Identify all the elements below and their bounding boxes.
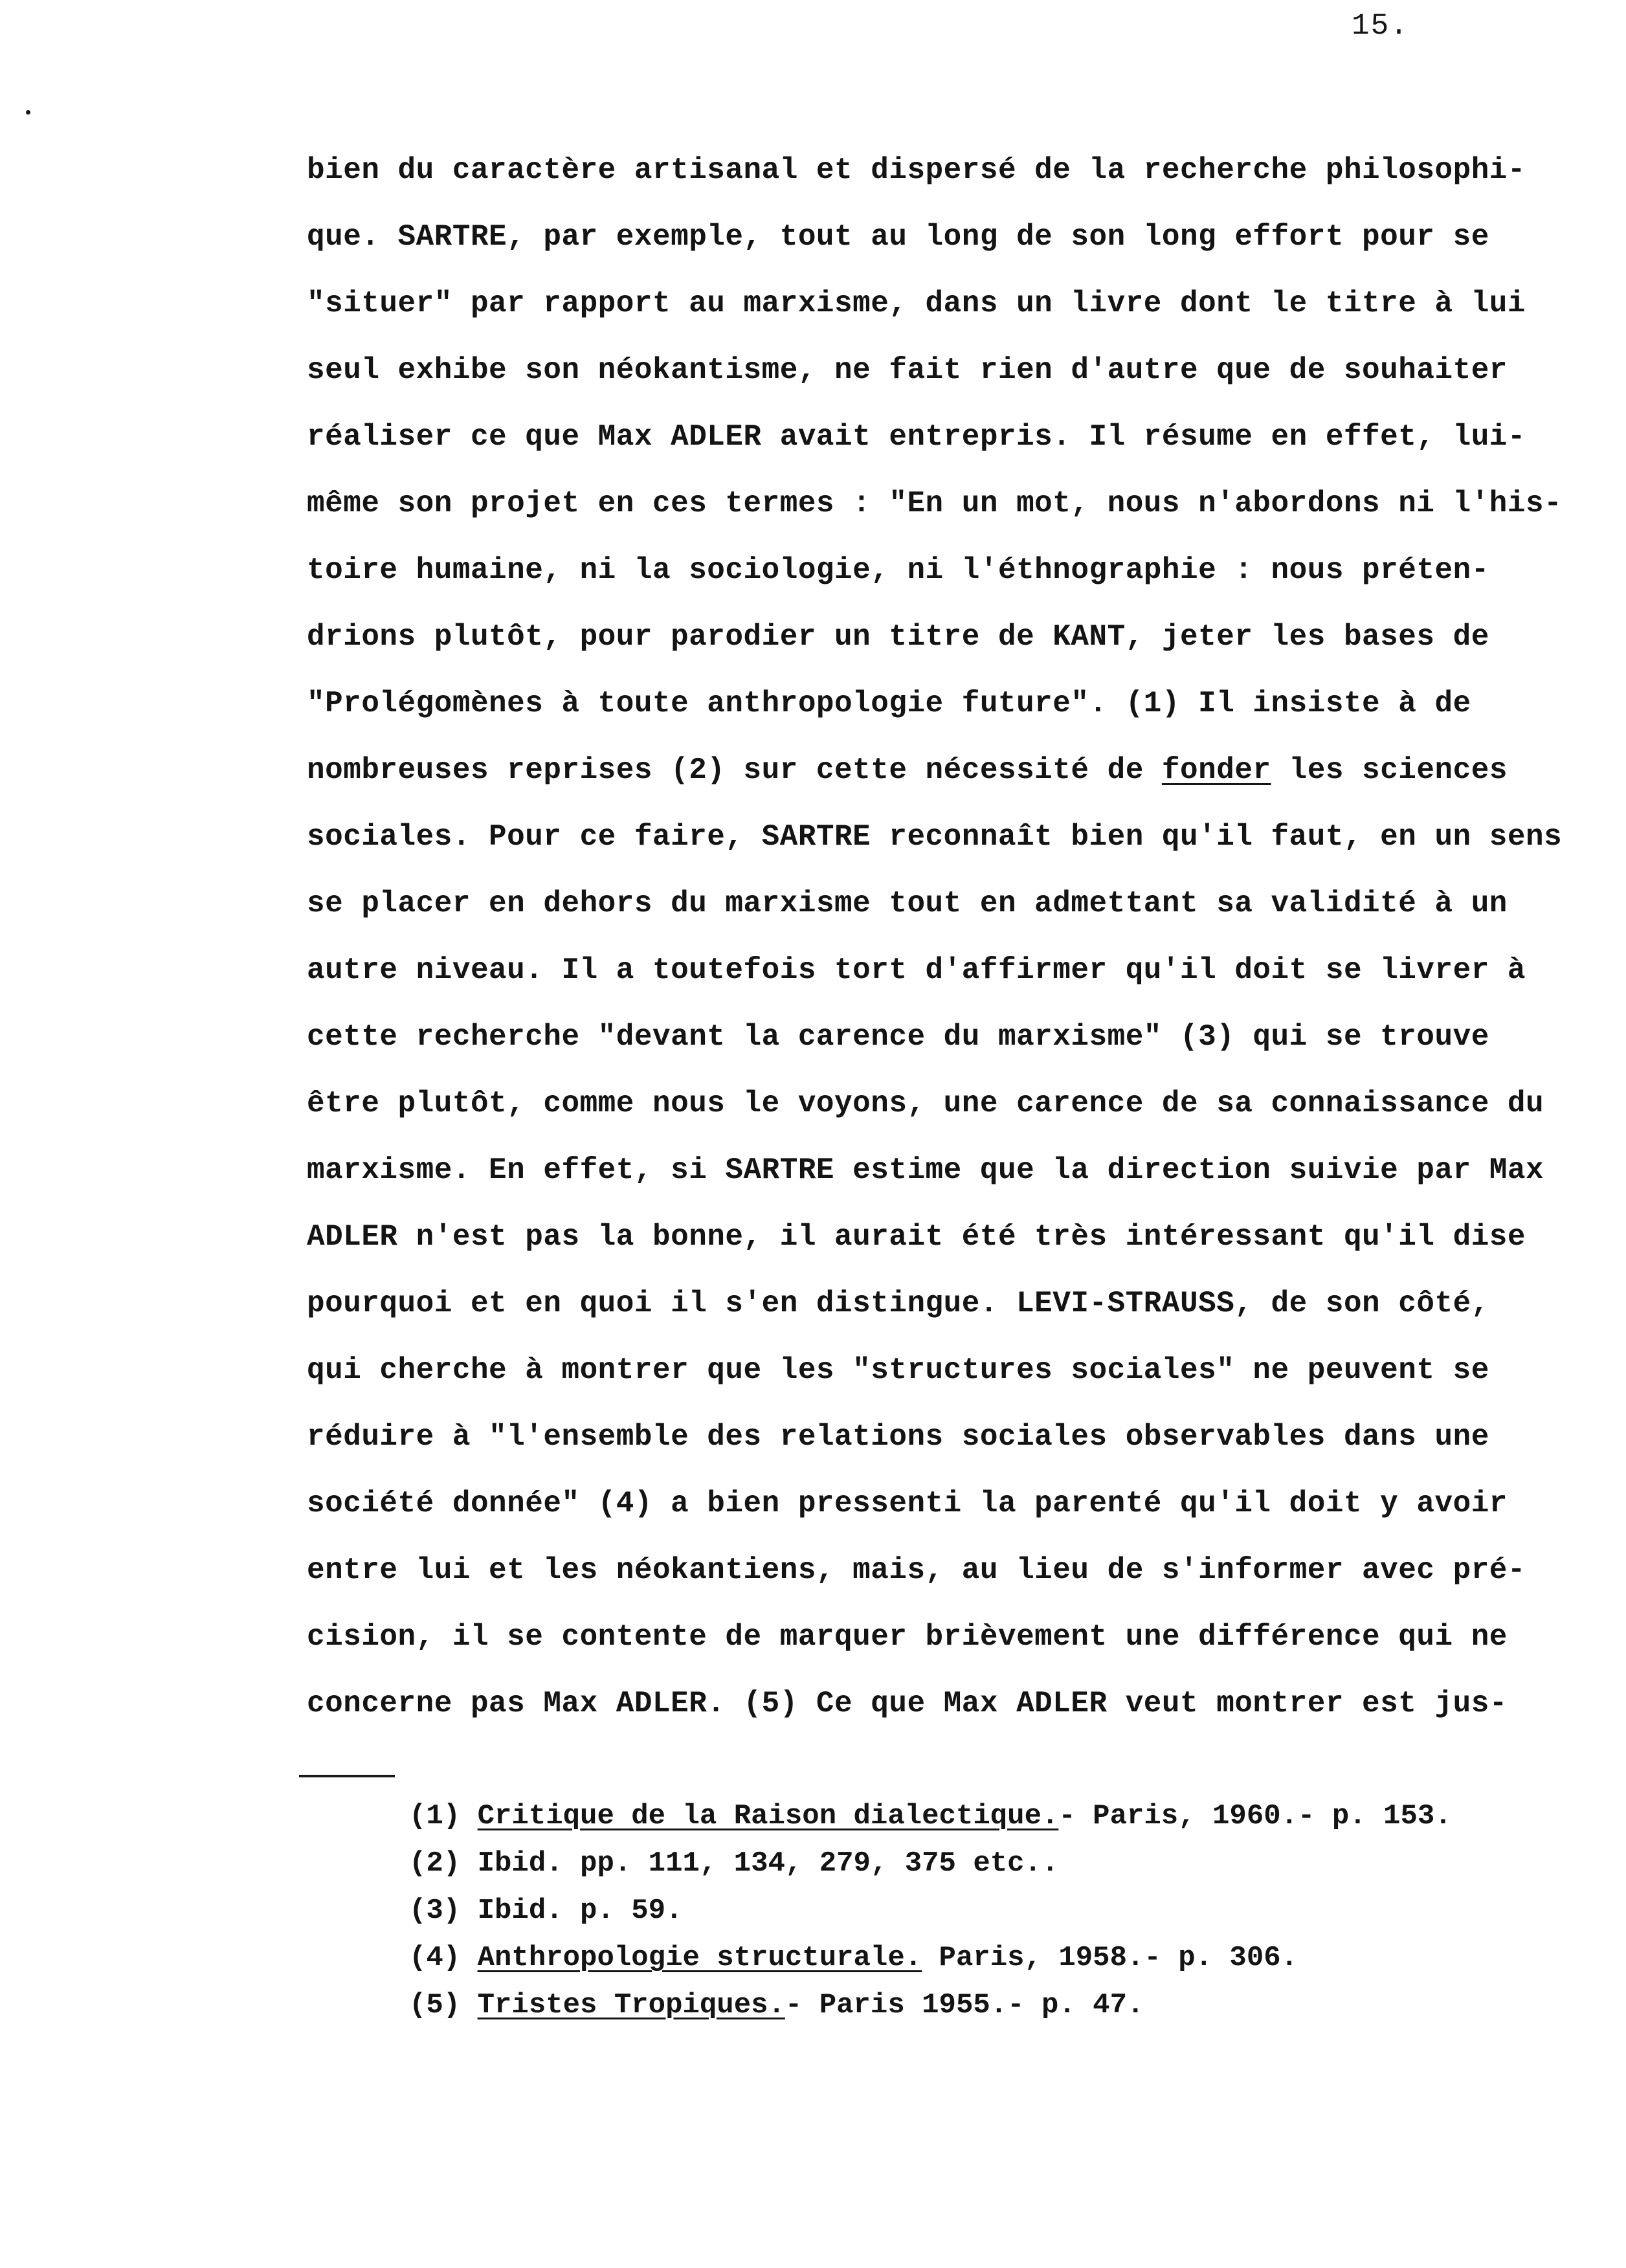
footnote-text: - Paris 1955.- p. 47. [785,1989,1144,2021]
page-number: 15. [1352,9,1409,43]
body-line: drions plutôt, pour parodier un titre de KANT, jeter les bases de [307,620,1489,654]
body-line: pourquoi et en quoi il s'en distingue. LEVI-STRAUSS, de son côté, [307,1287,1489,1320]
body-line: marxisme. En effet, si SARTRE estime que la direction suivie par Max [307,1153,1544,1187]
footnote-text: (3) Ibid. p. 59. [409,1895,683,1927]
footnote-3 [409,1887,1574,1935]
body-line: toire humaine, ni la sociologie, ni l'éthnographie : nous préten- [307,553,1489,587]
footnote-1 [409,1793,1574,1840]
footnote-text: - Paris, 1960.- p. 153. [1058,1800,1452,1832]
margin-speck [26,110,30,115]
body-line: qui cherche à montrer que les "structures sociales" ne peuvent se [307,1353,1489,1387]
footnote-text: (2) Ibid. pp. 111, 134, 279, 375 etc.. [409,1847,1059,1880]
body-line-segment: nombreuses reprises (2) sur cette nécessité de [307,753,1162,787]
body-line: entre lui et les néokantiens, mais, au lieu de s'informer avec pré- [307,1553,1526,1587]
footnotes [409,1793,1574,2029]
body-line [307,737,1563,804]
footnote-5 [409,1982,1574,2029]
footnote-title: Critique de la Raison dialectique. [477,1800,1059,1832]
body-line: réaliser ce que Max ADLER avait entrepris. Il résume en effet, lui- [307,420,1526,454]
footnote-separator [299,1775,395,1777]
body-line: sociales. Pour ce faire, SARTRE reconnaît bien qu'il faut, en un sens [307,820,1563,854]
body-line: réduire à "l'ensemble des relations sociales observables dans une [307,1420,1489,1454]
underlined-word: fonder [1161,753,1271,787]
body-line-segment: les sciences [1271,753,1508,787]
body-line: "situer" par rapport au marxisme, dans un livre dont le titre à lui [307,287,1526,320]
body-line: que. SARTRE, par exemple, tout au long de son long effort pour se [307,220,1489,254]
body-line: être plutôt, comme nous le voyons, une carence de sa connaissance du [307,1087,1544,1120]
body-line: seul exhibe son néokantisme, ne fait rien d'autre que de souhaiter [307,353,1508,387]
body-line: cette recherche "devant la carence du marxisme" (3) qui se trouve [307,1020,1489,1054]
body-text [307,137,1563,1737]
body-line: société donnée" (4) a bien pressenti la parenté qu'il doit y avoir [307,1487,1508,1520]
footnote-text: Paris, 1958.- p. 306. [922,1942,1298,1974]
body-line: se placer en dehors du marxisme tout en admettant sa validité à un [307,887,1508,920]
body-line: cision, il se contente de marquer brièvement une différence qui ne [307,1620,1508,1654]
body-line: bien du caractère artisanal et dispersé de la recherche philosophi- [307,153,1526,187]
footnote-title: Tristes Tropiques. [477,1989,785,2021]
body-line: autre niveau. Il a toutefois tort d'affirmer qu'il doit se livrer à [307,953,1526,987]
footnote-title: Anthropologie structurale. [477,1942,922,1974]
footnote-2 [409,1840,1574,1887]
body-line: "Prolégomènes à toute anthropologie future". (1) Il insiste à de [307,687,1471,720]
footnote-text: (1) [409,1800,478,1832]
footnote-4 [409,1935,1574,1982]
body-line: même son projet en ces termes : "En un mot, nous n'abordons ni l'his- [307,487,1563,520]
footnote-text: (4) [409,1942,478,1974]
footnote-text: (5) [409,1989,478,2021]
body-line: concerne pas Max ADLER. (5) Ce que Max ADLER veut montrer est jus- [307,1687,1508,1720]
body-line: ADLER n'est pas la bonne, il aurait été très intéressant qu'il dise [307,1220,1526,1254]
